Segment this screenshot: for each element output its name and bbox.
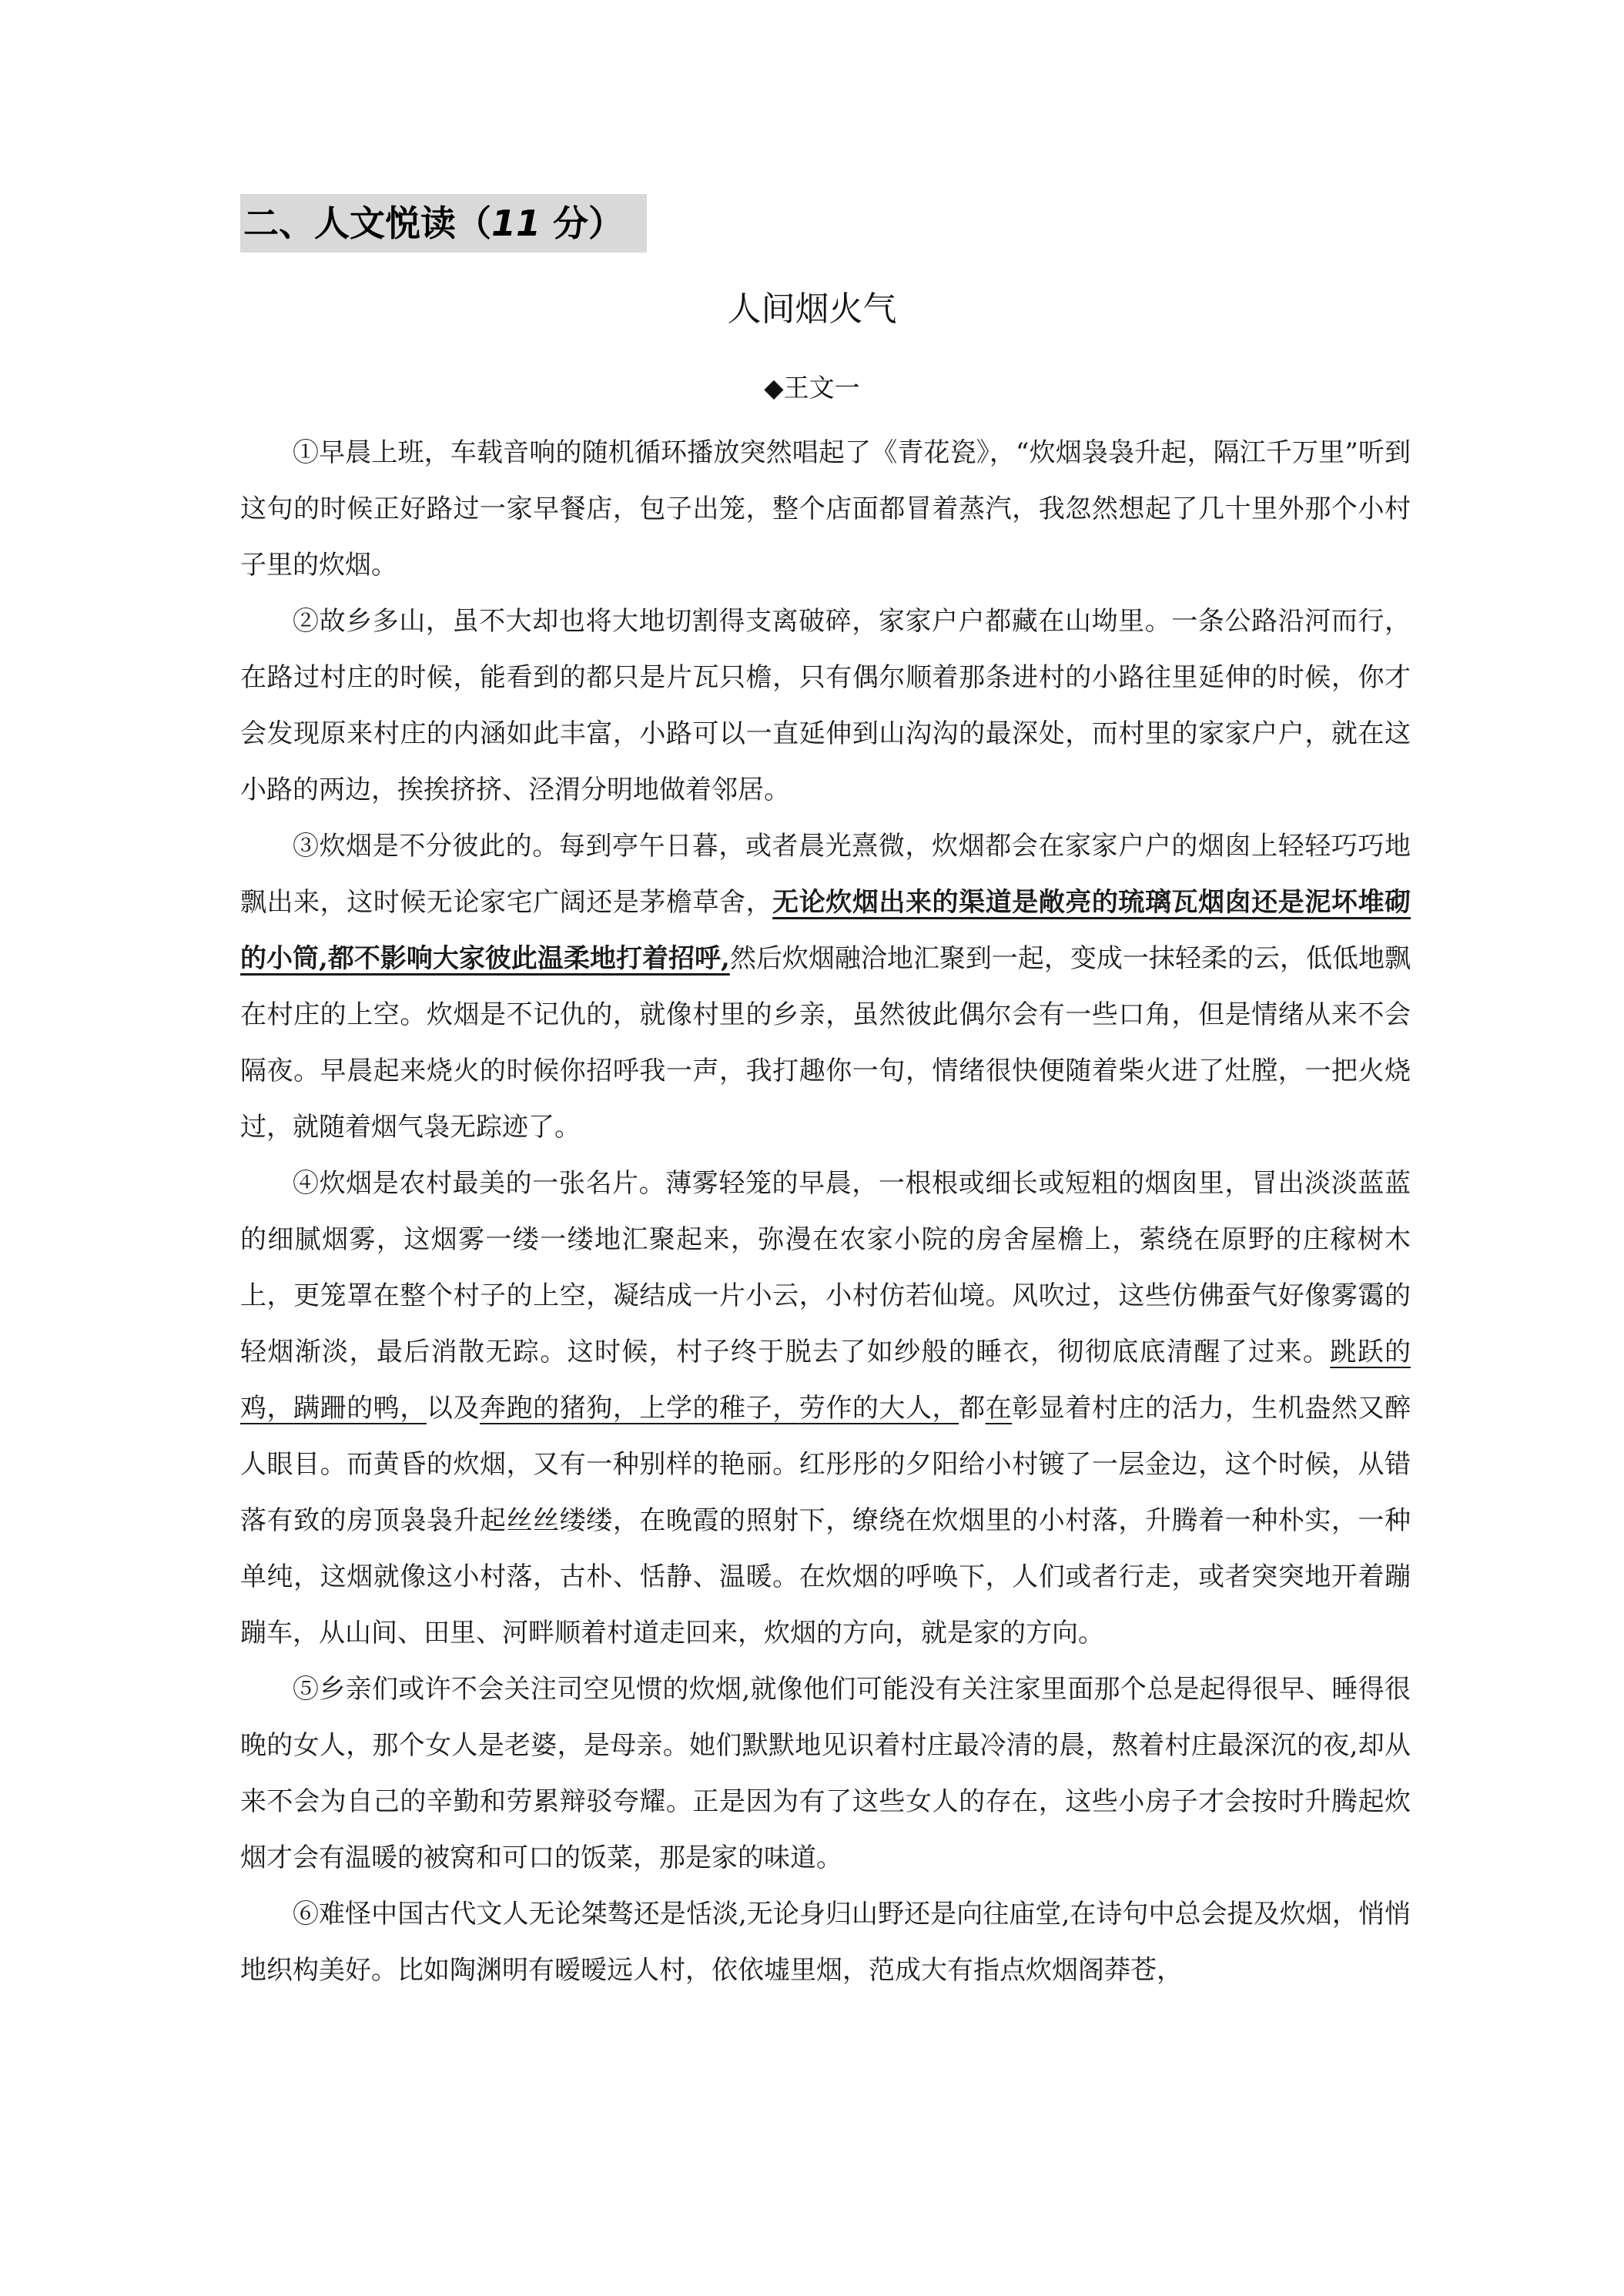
paragraph-4-text-after: 彰显着村庄的活力，生机盎然又醉人眼目。而黄昏的炊烟，又有一种别样的艳丽。红彤彤的夕阳给小村镀了一层金边，这个时候，从错落有致的房顶袅袅升起丝丝缕缕，在晚霞的照射下，缭绕在炊烟里的小村落，升腾着一种朴实，一种单纯，这烟就像这小村落，古朴、恬静、温暖。在炊烟的呼唤下，人们或者行走，或者突突地开着蹦蹦车，从山间、田里、河畔顺着村道走回来，炊烟的方向，就是家的方向。 (240, 1393, 1411, 1648)
paragraph-4 (240, 1156, 1411, 1662)
paragraph-5: ⑤乡亲们或许不会关注司空见惯的炊烟,就像他们可能没有关注家里面那个总是起得很早、睡得很晚的女人，那个女人是老婆，是母亲。她们默默地见识着村庄最冷清的晨，熬着村庄最深沉的夜,却从来不会为自己的辛勤和劳累辩驳夸耀。正是因为有了这些女人的存在，这些小房子才会按时升腾起炊烟才会有温暖的被窝和可口的饭菜，那是家的味道。 (240, 1674, 1411, 1873)
paragraph-4-underlined-phrase-1: 跳跃的鸡， (240, 1337, 1411, 1424)
paragraph-4-underlined-phrase-2: 蹒跚的鸭， (293, 1393, 427, 1424)
section-heading-suffix: 分） (541, 202, 624, 244)
paragraph-1: ①早晨上班，车载音响的随机循环播放突然唱起了《青花瓷》，“炊烟袅袅升起，隔江千万里”听到这句的时候正好路过一家早餐店，包子出笼，整个店面都冒着蒸汽，我忽然想起了几十里外那个小村子里的炊烟。 (240, 437, 1411, 581)
article-body (240, 425, 1411, 1999)
article-author: ◆王文一 (764, 373, 860, 403)
paragraph-3 (240, 818, 1411, 1156)
article-title: 人间烟火气 (727, 290, 897, 329)
paragraph-3-underlined-sentence: 无论炊烟出来的渠道是敞亮的琉璃瓦烟囱还是泥坏堆砌的小筒,都不影响大家彼此温柔地打着招呼, (240, 887, 1411, 974)
paragraph-4-text-mid-2: 都 (959, 1393, 986, 1424)
section-heading-score: 11 (491, 202, 541, 244)
section-heading (240, 194, 647, 253)
paragraph-3-text-after: 然后炊烟融洽地汇聚到一起，变成一抹轻柔的云，低低地飘在村庄的上空。炊烟是不记仇的，就像村里的乡亲，虽然彼此偶尔会有一些口角，但是情绪从来不会隔夜。早晨起来烧火的时候你招呼我一声，我打趣你一句，情绪很快便随着柴火进了灶膛，一把火烧过，就随着烟气袅无踪迹了。 (240, 943, 1411, 1143)
paragraph-4-underlined-phrase-6: 在 (985, 1393, 1013, 1424)
paragraph-2: ②故乡多山，虽不大却也将大地切割得支离破碎，家家户户都藏在山坳里。一条公路沿河而行，在路过村庄的时候，能看到的都只是片瓦只檐，只有偶尔顺着那条进村的小路往里延伸的时候，你才会发现原来村庄的内涵如此丰富，小路可以一直延伸到山沟沟的最深处，而村里的家家户户，就在这小路的两边，挨挨挤挤、泾渭分明地做着邻居。 (240, 606, 1411, 805)
paragraph-6: ⑥难怪中国古代文人无论桀骜还是恬淡,无论身归山野还是向往庙堂,在诗句中总会提及炊烟，悄悄地织构美好。比如陶渊明有暧暧远人村，依依墟里烟，范成大有指点炊烟阁莽苍， (240, 1899, 1411, 1986)
paragraph-4-text-mid-1: 以及 (426, 1393, 481, 1424)
paragraph-4-underlined-phrase-5: 劳作的大人， (799, 1393, 959, 1424)
paragraph-4-text-before: ④炊烟是农村最美的一张名片。薄雾轻笼的早晨，一根根或细长或短粗的烟囱里，冒出淡淡蓝蓝的细腻烟雾，这烟雾一缕一缕地汇聚起来，弥漫在农家小院的房舍屋檐上，萦绕在原野的庄稼树木上，更笼罩在整个村子的上空，凝结成一片小云，小村仿若仙境。风吹过，这些仿佛蚕气好像雾霭的轻烟渐淡，最后消散无踪。这时候，村子终于脱去了如纱般的睡衣，彻彻底底清醒了过来。 (240, 1168, 1411, 1367)
paragraph-4-underlined-phrase-3: 奔跑的猪狗， (480, 1393, 640, 1424)
paragraph-3-text-before: ③炊烟是不分彼此的。每到亭午日暮，或者晨光熹微，炊烟都会在家家户户的烟囱上轻轻巧巧地飘出来，这时候无论家宅广阔还是茅檐草舍， (240, 831, 1411, 918)
paragraph-4-underlined-phrase-4: 上学的稚子， (639, 1393, 799, 1424)
section-heading-prefix: 二、人文悦读（ (243, 202, 491, 244)
